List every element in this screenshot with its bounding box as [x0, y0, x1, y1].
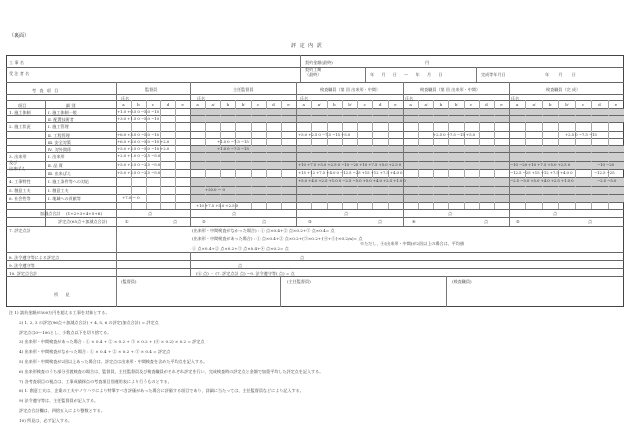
shaded-cell: [510, 153, 624, 161]
kasan-label: 加減点合計: [40, 211, 61, 216]
r10-formula: (⑥ 点) ・ (7. 評定点計 点) −9. 法令遵守等( 点) = 点: [196, 271, 295, 276]
item-header: 項目: [18, 103, 27, 108]
grid-hline: [6, 217, 624, 218]
value-r10: +20.0 〜 0: [205, 187, 225, 192]
kasan-ten-4: 点: [448, 211, 453, 216]
row-item-2: 2. 施工状況: [9, 123, 31, 129]
r10-label: 10. 評定点合計: [9, 271, 38, 276]
note-11: 10) 所見は、必ず記入する。: [19, 417, 73, 423]
grid-vline: [190, 252, 191, 276]
col-head-3-3: b': [454, 102, 459, 107]
eval-line-4: ① 点×0.4+② 点×0.2+③ 点×0.4+④ 点×0.2= 点: [192, 246, 289, 251]
shaded-cell: [191, 178, 296, 186]
col-head-2-3: b': [348, 102, 353, 107]
col-head-4-3: b': [565, 102, 570, 107]
value-kantoku_r6: +2.0 +1.0 0 −2.5 −5.0: [117, 153, 161, 158]
note-3: 3) 出来形・中間検査があった場合 : ① × 0.4 + ② × 0.2 + ③ × 0.2 + (④ × 0.2) × 0.2 = 評定点: [19, 339, 205, 345]
row-detail-0: Ⅰ. 施工体制一般: [48, 109, 77, 115]
col-head-2-5: d: [378, 102, 382, 107]
eval-line-2: (出来形・中間検査があった場合) : ① 点×0.4+② 点×0.2+(③×0.2+{④+⑤}×0.2/n)= 点: [192, 236, 363, 241]
value-kantoku_r4: +6.0 +3.0 0 −5.0 −10 +2.0: [117, 139, 170, 144]
grid-hline: [6, 268, 624, 269]
row-detail-5: Ⅳ. 対外関係: [48, 146, 72, 152]
grid-hline: [6, 276, 624, 277]
shoken-shunin: (主任監督員): [287, 279, 311, 284]
contractor-label: 受 注 者 名: [9, 71, 30, 76]
page-title: 評 定 内 訳: [291, 43, 323, 49]
col-head-4-5: d: [598, 102, 601, 107]
col-head-1-3: b': [241, 102, 246, 107]
value-ken3_r7: −10 −20: [597, 162, 614, 167]
row-detail-11: Ⅰ. 地域への貢献等: [48, 195, 81, 201]
shaded-cell: [404, 153, 509, 161]
col-head-4-0: a: [516, 102, 519, 107]
note-6: 6) 出来形検査のうち部分引渡検査の場合は、監督員、主任監督員及び検査職員がそれぞれ評定を行い、完成検査時の評定点と金額で加重平均した評定点を記入する。: [19, 368, 324, 374]
hyotei-ten-2: 点: [262, 219, 267, 224]
col-head-1-2: b: [226, 102, 230, 107]
col-head-2-2: b: [333, 102, 336, 107]
shaded-cell: [297, 153, 403, 161]
shoken-kensa: (検査職員): [452, 279, 472, 284]
grid-vline: [476, 67, 477, 82]
period-label: 契約工期 （最終）: [305, 67, 322, 77]
shoken-label: 所 見: [54, 292, 73, 297]
value-kantoku_r3: +6.0 +3.0 0 −5.0 −10: [117, 132, 159, 137]
grid-vline: [300, 55, 301, 82]
shaded-cell: [510, 116, 624, 122]
shaded-cell: [404, 146, 509, 152]
row-item-0: 1. 施工体制: [9, 109, 31, 115]
value-shunin_r5: +1.0 0 −7.5 −15: [217, 146, 249, 151]
completion-text: 年 月 日: [545, 72, 580, 77]
value-ken2_r9: −2.5 −5.0 +5.0 +4.0 +2.5 +1.0 0: [510, 178, 574, 183]
inspector-kensa-2: 検査職員（第 回 出来形・中間）: [420, 87, 480, 92]
col-head-1-4: c: [256, 102, 260, 107]
col-head-4-2: b: [548, 102, 552, 107]
row-item-6: 3. 出来形 及び 出来ばえ: [9, 153, 27, 171]
name-label-5: 氏名: [511, 96, 520, 101]
grid-hline: [6, 226, 624, 227]
shaded-cell: [404, 187, 509, 194]
r8-label: 8. 法令遵守等による評定点: [9, 255, 60, 260]
shaded-cell: [191, 109, 296, 115]
shaded-cell: [191, 153, 296, 161]
value-ken3_r8: −12.5 −25: [594, 170, 615, 175]
value-ken2_r3: +2.5 0 −7.5 −15 +5.0: [433, 132, 475, 137]
col-head-2-1: a': [317, 102, 322, 107]
row-detail-1: Ⅱ. 配置技術者: [48, 116, 74, 122]
col-head-4-6: e: [614, 102, 618, 107]
col-head-1-6: e: [287, 102, 290, 107]
col-head-0-0: a: [122, 102, 125, 107]
row-detail-8: Ⅲ. 出来ばえ: [48, 170, 71, 176]
hyotei-ten-5: 点: [588, 219, 593, 224]
value-kantoku_r5: +5.0 +2.5 0 −5.0 −10 +2.0: [117, 146, 170, 151]
r9-value: 点: [238, 263, 243, 268]
shaded-cell: [297, 116, 403, 122]
shaded-cell: [510, 109, 624, 115]
col-head-0-4: e: [181, 102, 184, 107]
col-head-1-1: a': [211, 102, 216, 107]
amount-label: 契約金額(最終): [305, 60, 333, 65]
value-r12: +10 +7.5 +5.0 +2.5 0: [196, 203, 238, 208]
grid-subvline: [175, 100, 176, 209]
row-item-10: 5. 創意工夫: [9, 187, 31, 193]
grid-vline: [280, 276, 281, 307]
row-detail-4: Ⅲ. 安全対策: [48, 139, 71, 145]
note-2: 評定点は0〜100とし、小数点以下を切り捨てる。: [19, 329, 112, 335]
grid-hline: [6, 82, 624, 83]
note-5: 5) 出来形・中間検査が2回以上あった場合は、評定点は出来形・中間検査を含めた平均点を記入する。: [19, 359, 208, 364]
hyotei-ten-1: 点: [173, 219, 178, 224]
col-head-1-5: d: [272, 102, 275, 107]
kasan-ten-2: 点: [232, 211, 237, 216]
value-kantoku_r1: +1.0 +0.5 0 −5.0 −10: [117, 109, 159, 114]
col-head-3-6: e: [500, 102, 503, 107]
hyotei-ten-3: 点: [378, 219, 383, 224]
col-head-3-4: c: [469, 102, 473, 107]
r9-label: 9. 法令遵守等: [9, 263, 35, 268]
value-ken1_r7: +10 +7.5 +5.0 +2.5 0 −10 −20 +10 +7.5 +5.0 +2.5 0: [298, 162, 402, 167]
col-head-0-3: d: [166, 102, 170, 107]
col-head-3-1: a': [424, 102, 429, 107]
r8-value: 点: [300, 255, 305, 260]
row-item-9: 4. 工事特性: [9, 178, 31, 184]
shaded-cell: [297, 187, 403, 194]
completion-label: 完成等年月日: [481, 72, 506, 77]
period-text: 年 月 日 〜 年 月 日: [370, 72, 446, 77]
row-detail-7: Ⅱ. 品 質: [48, 162, 63, 168]
note-4: 4) 出来形・中間検査がなかった場合 : ① × 0.4 + ② × 0.2 + ③ × 0.4 = 評定点: [19, 349, 171, 355]
grid-vline: [45, 100, 46, 226]
shaded-cell: [404, 162, 509, 169]
eval-label: 7. 評定点計: [9, 228, 31, 233]
col-head-3-0: a: [409, 102, 412, 107]
value-ken2_r8: −12.5 −25 +15 +12 +7.5 +4.0 0: [510, 170, 573, 175]
note-7: 7) 各考査項目の視点は、工事成績採点の考査項目別運用表により行うものとする。: [19, 378, 172, 384]
inspector-kensa-3: 検査職員（完 成）: [546, 87, 581, 92]
grid-hline: [6, 122, 624, 123]
col-head-4-4: c: [581, 102, 585, 107]
col-head-3-5: d: [485, 102, 488, 107]
value-ken2_r7: −10 −20 +10 +7.5 +5.0 +2.5 0: [510, 162, 571, 167]
name-label-1: 氏名: [121, 96, 130, 101]
page-tag: （裏面）: [9, 33, 30, 39]
shaded-cell: [191, 162, 296, 169]
shaded-cell: [191, 116, 296, 122]
grid-vline: [116, 226, 117, 307]
row-detail-3: Ⅱ. 工程管理: [48, 132, 70, 138]
grid-subvline: [160, 100, 161, 209]
grid-hline: [6, 202, 624, 203]
circle-2: ②: [202, 219, 206, 224]
name-label-4: 氏名: [405, 96, 414, 101]
name-label-3: 氏名: [300, 96, 309, 101]
grid-hline: [6, 138, 624, 139]
grid-vline: [446, 276, 447, 307]
value-shunin_r4: +1.0 0 −7.5 −15: [217, 139, 249, 144]
col-head-2-6: e: [394, 102, 397, 107]
shaded-cell: [404, 116, 509, 122]
detail-header: 細 別: [66, 103, 76, 108]
circle-4: ④: [412, 219, 416, 224]
shaded-cell: [191, 195, 296, 202]
koji-label: 工 事 名: [9, 60, 24, 65]
col-head-1-0: a: [196, 102, 199, 107]
note-1: 2) 1, 2, 3 の評定(96点＋加減点合計) + 4, 5, 6 の評定(加点合計) = 評定点: [19, 319, 159, 325]
kasan-ten-3: 点: [344, 211, 349, 216]
circle-5: ⑤: [516, 219, 520, 224]
grid-hline: [6, 209, 624, 210]
inspector-shunin: 主任監督員: [233, 87, 254, 92]
inspector-kantoku: 監督員: [145, 87, 158, 92]
eval-line-1: (出来形・中間検査がなかった場合) : ① 点×0.4+② 点×0.2+③ 点×0.4= 点: [192, 228, 335, 233]
row-detail-10: Ⅰ. 創意工夫: [48, 187, 69, 193]
shaded-cell: [297, 195, 403, 202]
value-ken3_r9: −2.5 −5.0: [597, 178, 617, 183]
shoken-kantoku: (監督員): [121, 279, 137, 284]
grid-hline: [6, 260, 624, 261]
note-9: 9) 法令遵守等は、主任監督員が記入する。: [19, 398, 99, 404]
value-kantoku_r7: +5.0 +2.5 0 −2.5 −5.0: [117, 162, 161, 167]
col-head-4-1: a': [532, 102, 537, 107]
grid-vline: [365, 67, 366, 82]
note-0: 注 1) 請負金額が500万円を超える工事を対象とする。: [9, 310, 110, 315]
col-head-0-1: b: [137, 102, 140, 107]
col-head-2-4: c: [363, 102, 366, 107]
shaded-cell: [297, 109, 403, 115]
value-r11: +7.0 〜 0: [122, 195, 140, 200]
grid-hline: [6, 252, 624, 253]
note-10: 評定点合計欄は、四捨五入により整数とする。: [19, 408, 105, 413]
col-head-0-2: c: [151, 102, 155, 107]
row-detail-6: Ⅰ. 出来形: [48, 153, 65, 159]
shaded-cell: [297, 146, 403, 152]
eval-line-3: ※ただし、④(出来形・中間)が2回以上の場合は、平均値: [360, 241, 465, 246]
value-ken1_r9: +5.0 +4.0 +2.5 +1.0 0 −2.5 −5.0 +5.0 +4.0 +2.5 +1.0 0: [298, 178, 406, 183]
col-head-2-0: a: [302, 102, 305, 107]
row-detail-9: Ⅰ. 施工条件等への対応: [48, 178, 90, 184]
value-ken1_r3: +5.0 +2.5 0 −7.5 −15 +5.0: [298, 132, 351, 137]
row-detail-2: Ⅰ. 施工管理: [48, 123, 69, 129]
shaded-cell: [404, 109, 509, 115]
grid-hline: [6, 94, 624, 95]
value-kantoku_r2: +3.0 +1.5 0 −5.0 −10: [117, 116, 159, 121]
hyotei-ten-4: 点: [484, 219, 489, 224]
shaded-cell: [510, 146, 624, 152]
kasan-ten-5: 点: [553, 211, 558, 216]
name-label-2: 氏名: [197, 96, 206, 101]
value-kantoku_r8: +5.0 +2.5 0 −2.5 −5.0: [117, 170, 161, 175]
hyotei-label: 評定点(65点＋加減点合計): [58, 219, 108, 224]
shaded-cell: [510, 195, 624, 202]
value-ken1_r8: +15 +12 +7.5 +4.0 0 −12.5 −25 +15 +12 +7.5 +4.0 0: [298, 170, 403, 175]
inspector-kensa-1: 検査職員（第 回 出来形・中間）: [320, 87, 380, 92]
kasan-formula: (1+2+3+4+5+6): [66, 211, 102, 216]
shaded-cell: [510, 187, 624, 194]
circle-1: ①: [125, 219, 129, 224]
shaded-cell: [404, 178, 509, 186]
shaded-cell: [404, 195, 509, 202]
grid-hline: [6, 100, 624, 101]
item-group-header: 考 査 項 目: [32, 88, 60, 93]
circle-3: ③: [308, 219, 312, 224]
note-8: 8) 1. 創意工夫は、企業の工夫やノウハウにより特筆すべき評価があった場合に評価する項目であり、詳細に当たっては、主任監督員などにより記入する。: [19, 388, 304, 394]
col-head-3-2: b: [439, 102, 443, 107]
kasan-ten-1: 点: [148, 211, 153, 216]
row-item-11: 6. 社会性等: [9, 195, 31, 201]
value-ken3_r3: +2.5 0 −7.5 −15: [565, 132, 597, 137]
amount-unit: 円: [425, 60, 430, 65]
